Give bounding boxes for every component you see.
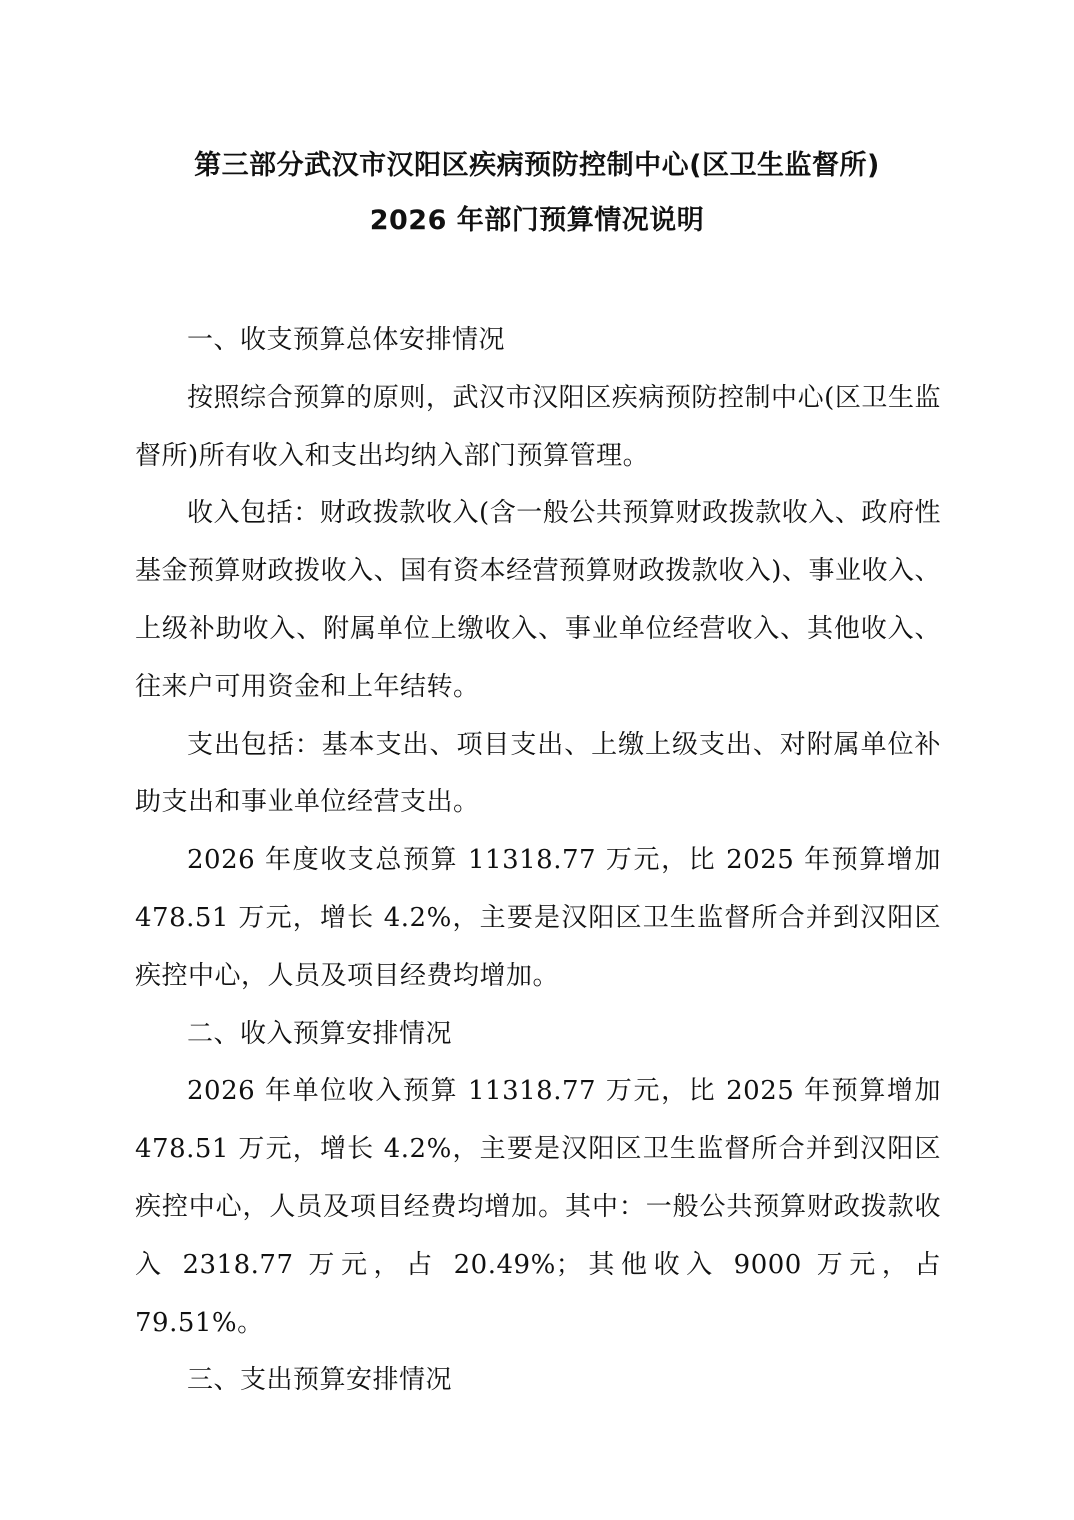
section-heading-1: 一、收支预算总体安排情况 [187, 325, 506, 355]
body-paragraph: 按照综合预算的原则，武汉市汉阳区疾病预防控制中心(区卫生监督所)所有收入和支出均纳入部门预算管理。 [135, 382, 941, 471]
section-heading-2: 二、收入预算安排情况 [187, 1018, 453, 1049]
document-title-line-1: 第三部分武汉市汉阳区疾病预防控制中心(区卫生监督所) [194, 150, 880, 181]
body-paragraph: 2026 年单位收入预算 11318.77 万元，比 2025 年预算增加 478.51 万元，增长 4.2%，主要是汉阳区卫生监督所合并到汉阳区疾控中心，人员及项目经费均增加。其中：一般公共预算财政拨款收入 2318.77 万元，占 20.49%；其他收入 9000 万元，占 79.51%。 [135, 1076, 941, 1338]
body-paragraph: 收入包括：财政拨款收入(含一般公共预算财政拨款收入、政府性基金预算财政拨收入、国有资本经营预算财政拨款收入)、事业收入、上级补助收入、附属单位上缴收入、事业单位经营收入、其他收入、往来户可用资金和上年结转。 [135, 498, 941, 702]
body-paragraph: 支出包括：基本支出、项目支出、上缴上级支出、对附属单位补助支出和事业单位经营支出。 [135, 729, 941, 818]
section-heading-3: 三、支出预算安排情况 [187, 1365, 453, 1396]
body-paragraph: 2026 年度收支总预算 11318.77 万元，比 2025 年预算增加 478.51 万元，增长 4.2%，主要是汉阳区卫生监督所合并到汉阳区疾控中心，人员及项目经费均增加。 [135, 845, 941, 991]
document-body [135, 312, 941, 1410]
document-title-line-2: 2026 年部门预算情况说明 [369, 205, 705, 236]
